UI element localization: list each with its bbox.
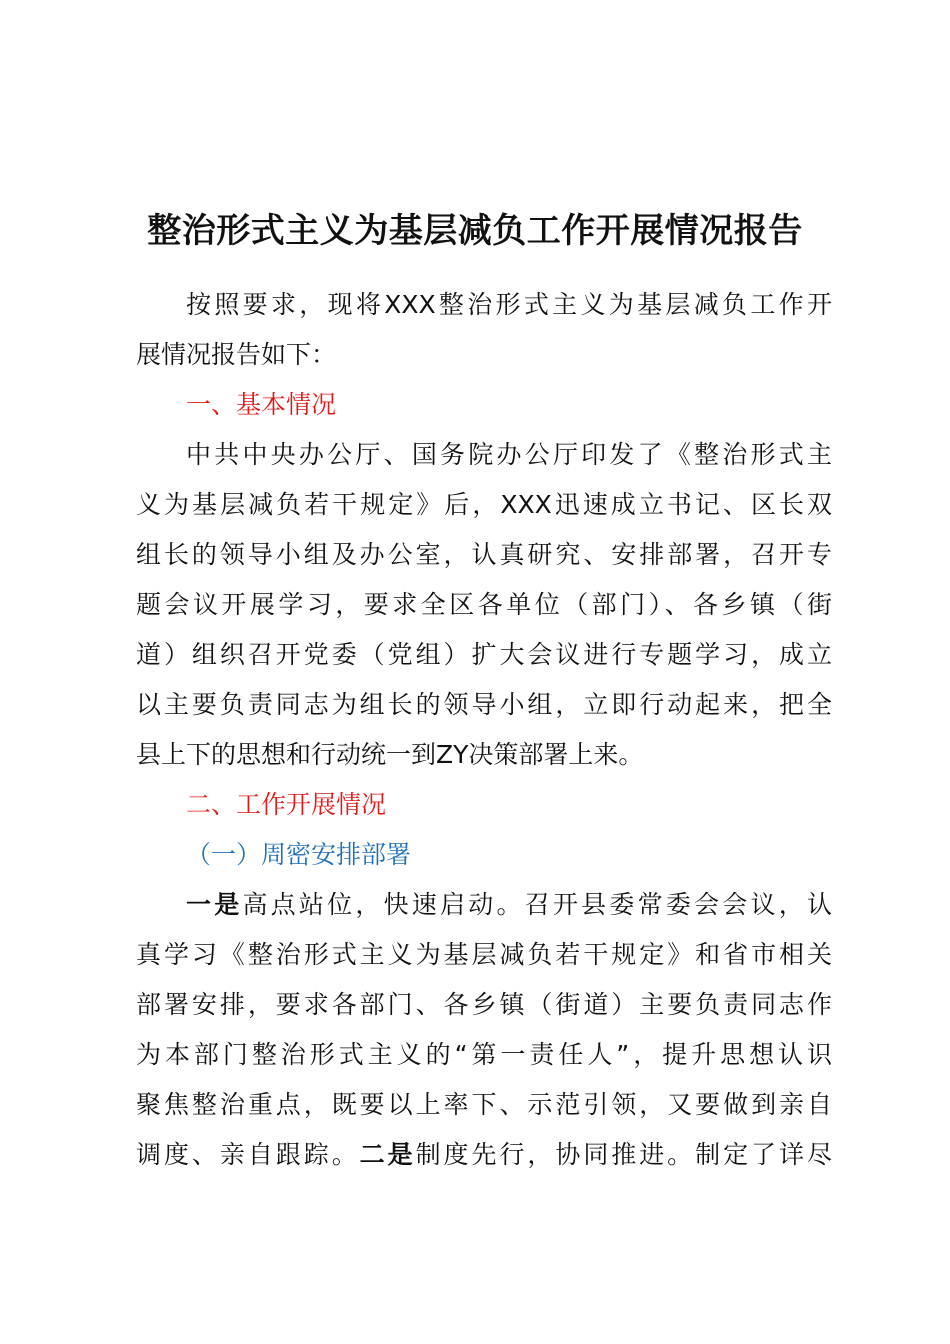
paragraph-line: 聚焦整治重点，既要以上率下、示范引领，又要做到亲自 <box>136 1090 832 1119</box>
section-heading-progress: 二、工作开展情况 <box>186 790 387 819</box>
paragraph-text: 高点站位，快速启动。召开县委常委会会议，认 <box>242 890 832 919</box>
document-body <box>136 280 832 1180</box>
paragraph-line <box>136 1130 832 1180</box>
paragraph-line <box>136 880 832 930</box>
paragraph-text: 调度、亲自跟踪。 <box>136 1140 360 1169</box>
paragraph-line: 义为基层减负若干规定》后，XXX迅速成立书记、区长双 <box>136 490 832 519</box>
paragraph-line: 题会议开展学习，要求全区各单位（部门）、各乡镇（街 <box>136 590 832 619</box>
emphasis-text: 二是 <box>359 1140 416 1169</box>
paragraph-line: 部署安排，要求各部门、各乡镇（街道）主要负责同志作 <box>136 990 832 1019</box>
subsection-heading: （一）周密安排部署 <box>186 840 412 869</box>
document-title: 整治形式主义为基层减负工作开展情况报告 <box>147 211 803 251</box>
paragraph-line: 组长的领导小组及办公室，认真研究、安排部署，召开专 <box>136 540 832 569</box>
paragraph-line: 以主要负责同志为组长的领导小组，立即行动起来，把全 <box>136 690 832 719</box>
section-heading-basic: 一、基本情况 <box>186 390 337 419</box>
paragraph-line: 道）组织召开党委（党组）扩大会议进行专题学习，成立 <box>136 640 832 669</box>
intro-line: 展情况报告如下： <box>136 340 337 369</box>
paragraph-line: 中共中央办公厅、国务院办公厅印发了《整治形式主 <box>186 440 832 469</box>
paragraph-line: 真学习《整治形式主义为基层减负若干规定》和省市相关 <box>136 940 832 969</box>
paragraph-line: 为本部门整治形式主义的“第一责任人”，提升思想认识 <box>136 1040 832 1069</box>
paragraph-text: 制度先行，协同推进。制定了详尽 <box>415 1140 832 1169</box>
intro-line: 按照要求，现将XXX整治形式主义为基层减负工作开 <box>186 290 832 319</box>
emphasis-text: 一是 <box>186 890 243 919</box>
paragraph-line: 县上下的思想和行动统一到ZY决策部署上来。 <box>136 740 644 769</box>
